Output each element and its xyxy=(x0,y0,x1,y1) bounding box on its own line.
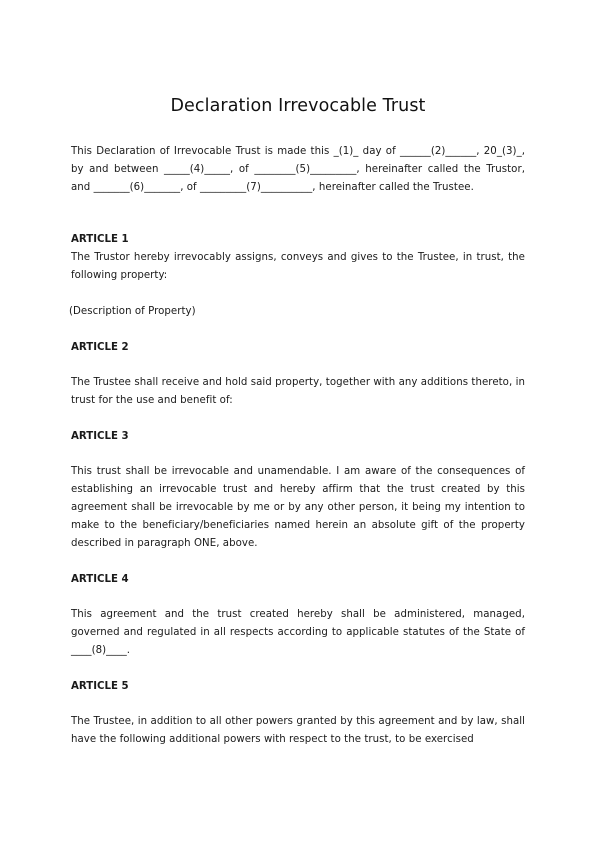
article-3-heading: ARTICLE 3 xyxy=(71,431,129,442)
document-title: Declaration Irrevocable Trust xyxy=(170,96,426,116)
article-4-heading: ARTICLE 4 xyxy=(71,574,129,585)
article-2-heading: ARTICLE 2 xyxy=(71,342,129,353)
article-3 xyxy=(71,428,525,553)
article-2-text: The Trustee shall receive and hold said property, together with any additions thereto, in trust for the use and benefit of: xyxy=(71,377,525,406)
intro-paragraph: This Declaration of Irrevocable Trust is made this _(1)_ day of ______(2)______, 20_(3)_, by and between _____(4)_____, of ________(5)_________, hereinafter called the Trustor, and _______(6)_______, of _________(7)__________, hereinafter called the Trustee. xyxy=(71,146,525,193)
article-1-heading: ARTICLE 1 xyxy=(71,234,129,245)
article-3-text: This trust shall be irrevocable and unamendable. I am aware of the consequences of establishing an irrevocable trust and hereby affirm that the trust created by this agreement shall be irrevocable by me or by any other person, it being my intention to make to the beneficiary/beneficiaries named herein an absolute gift of the property described in paragraph ONE, above. xyxy=(71,466,525,549)
article-4 xyxy=(71,571,525,660)
article-5-text: The Trustee, in addition to all other powers granted by this agreement and by law, shall have the following additional powers with respect to the trust, to be exercised xyxy=(71,716,525,745)
article-2 xyxy=(71,339,525,410)
property-description: (Description of Property) xyxy=(69,306,196,317)
article-1 xyxy=(71,231,525,321)
article-4-text: This agreement and the trust created hereby shall be administered, managed, governed and regulated in all respects according to applicable statutes of the State of ____(8)____. xyxy=(71,609,525,656)
article-5 xyxy=(71,678,525,749)
article-1-text: The Trustor hereby irrevocably assigns, conveys and gives to the Trustee, in trust, the following property: xyxy=(71,252,525,281)
article-5-heading: ARTICLE 5 xyxy=(71,681,129,692)
